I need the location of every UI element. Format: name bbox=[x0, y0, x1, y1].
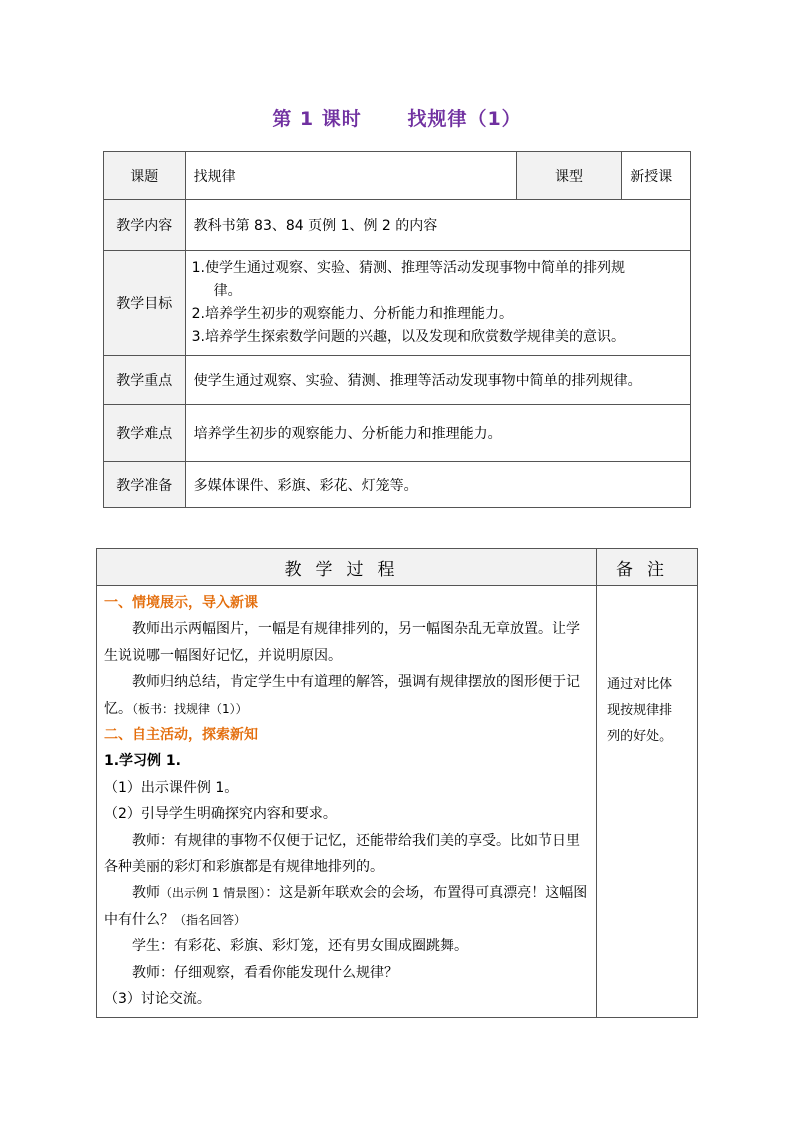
notes-header: 备注 bbox=[597, 549, 698, 586]
goal-item: 2.培养学生初步的观察能力、分析能力和推理能力。 bbox=[191, 306, 513, 322]
paragraph: 教师：仔细观察，看看你能发现什么规律？ bbox=[132, 964, 398, 981]
goal-list bbox=[185, 251, 690, 356]
prep-label: 教学准备 bbox=[104, 462, 186, 508]
topic-label: 课题 bbox=[104, 152, 186, 200]
section-title: 二、自主活动，探索新知 bbox=[104, 727, 258, 744]
topic-value: 找规律 bbox=[185, 152, 516, 200]
goal-item: 律。 bbox=[213, 283, 242, 299]
paragraph: 学生：有彩花、彩旗、彩灯笼，还有男女围成圈跳舞。 bbox=[132, 938, 468, 955]
paragraph: 教师：有规律的事物不仅便于记忆，还能带给我们美的享受。比如节日里各种美丽的彩灯和彩旗都是有规律地排列的。 bbox=[104, 832, 580, 876]
teaching-process-table bbox=[96, 548, 698, 1018]
goal-item: 3.培养学生探索数学问题的兴趣，以及发现和欣赏数学规律美的意识。 bbox=[191, 329, 625, 345]
section-title: 一、情境展示，导入新课 bbox=[104, 595, 258, 611]
process-header: 教学过程 bbox=[97, 549, 597, 586]
content-label: 教学内容 bbox=[104, 200, 186, 251]
subsection-title: 1.学习例 1. bbox=[104, 753, 181, 770]
process-body bbox=[97, 586, 597, 1018]
note-text: 通过对比体现按规律排列的好处。 bbox=[597, 586, 698, 1018]
paragraph: 教师（出示例 1 情景图）：这是新年联欢会的会场，布置得可真漂亮！这幅图中有什么？（指名回答） bbox=[104, 885, 588, 928]
type-value: 新授课 bbox=[622, 152, 691, 200]
step: （1）出示课件例 1。 bbox=[104, 779, 239, 796]
difficulty-value: 培养学生初步的观察能力、分析能力和推理能力。 bbox=[185, 405, 690, 462]
lesson-plan-table bbox=[103, 151, 691, 508]
key-value: 使学生通过观察、实验、猜测、推理等活动发现事物中简单的排列规律。 bbox=[185, 356, 690, 405]
board-note: （板书：找规律（1）） bbox=[132, 701, 248, 716]
goal-item: 1.使学生通过观察、实验、猜测、推理等活动发现事物中简单的排列规 bbox=[191, 260, 625, 276]
step: （3）讨论交流。 bbox=[104, 991, 211, 1008]
step: （2）引导学生明确探究内容和要求。 bbox=[104, 806, 337, 823]
page-title: 第 1 课时 找规律（1） bbox=[272, 108, 522, 130]
paragraph: 教师出示两幅图片，一幅是有规律排列的，另一幅图杂乱无章放置。让学生说说哪一幅图好记忆，并说明原因。 bbox=[104, 621, 580, 664]
prep-value: 多媒体课件、彩旗、彩花、灯笼等。 bbox=[185, 462, 690, 508]
content-value: 教科书第 83、84 页例 1、例 2 的内容 bbox=[185, 200, 690, 251]
difficulty-label: 教学难点 bbox=[104, 405, 186, 462]
paragraph: 教师归纳总结，肯定学生中有道理的解答，强调有规律摆放的图形便于记忆。（板书：找规律（1）） bbox=[104, 674, 580, 717]
goal-label: 教学目标 bbox=[104, 251, 186, 356]
type-label: 课型 bbox=[516, 152, 621, 200]
key-label: 教学重点 bbox=[104, 356, 186, 405]
